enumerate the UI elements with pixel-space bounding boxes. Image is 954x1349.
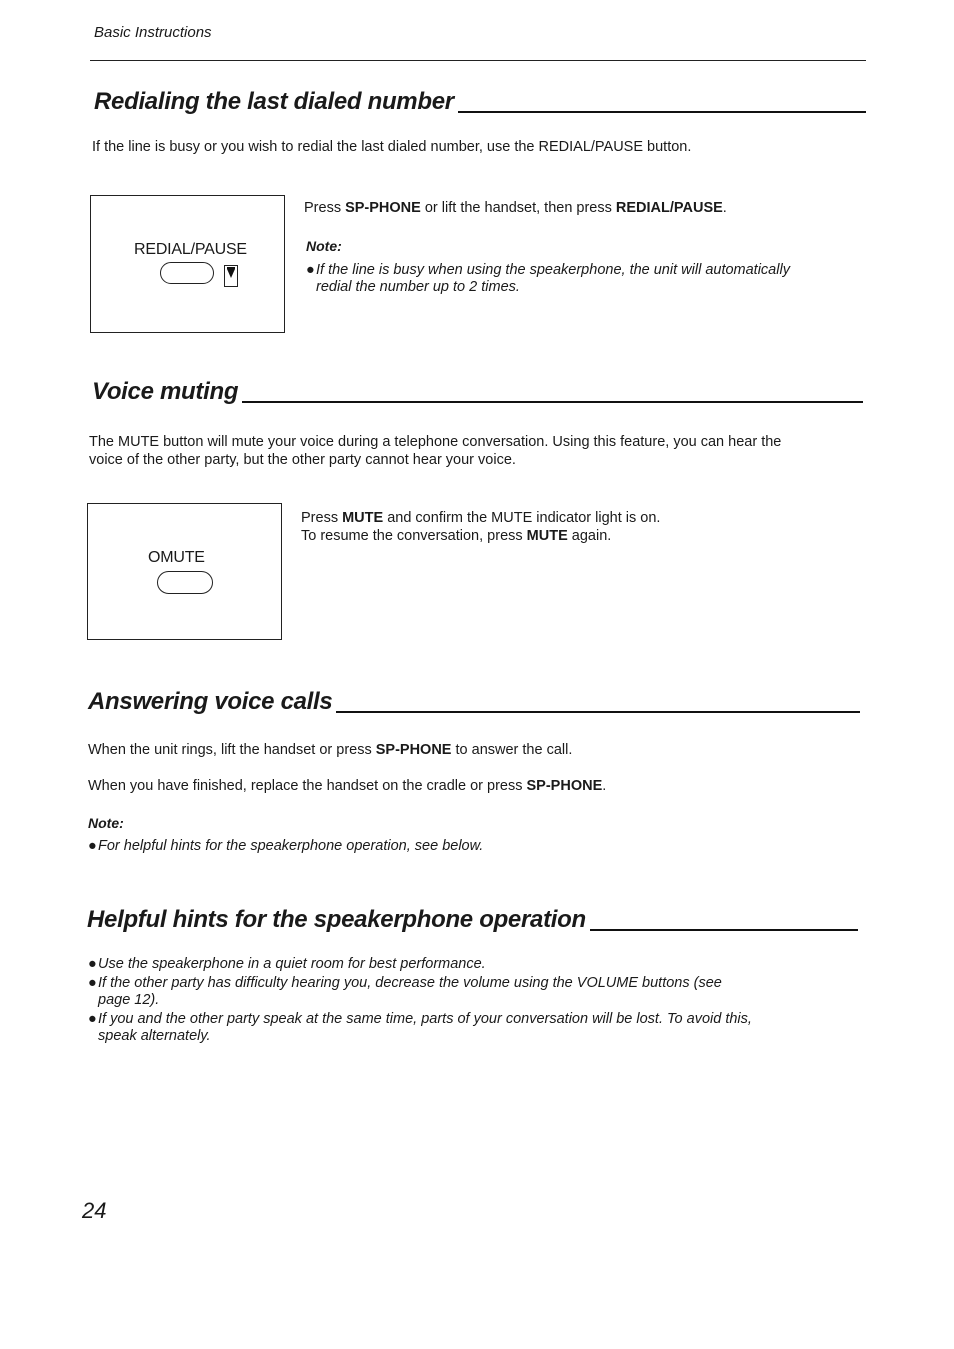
title-rule bbox=[590, 929, 858, 931]
section-title-mute bbox=[92, 378, 863, 406]
redial-note-label: Note: bbox=[306, 238, 342, 254]
running-header: Basic Instructions bbox=[94, 24, 212, 41]
title-rule bbox=[458, 111, 866, 113]
key-redial-pause: REDIAL/PAUSE bbox=[615, 200, 723, 216]
bullet-icon: ● bbox=[88, 838, 97, 854]
key-mute: MUTE bbox=[342, 510, 384, 526]
list-item: ● Use the speakerphone in a quiet room for best performance. bbox=[88, 956, 486, 972]
mute-button[interactable] bbox=[157, 571, 213, 594]
hints-list bbox=[88, 956, 868, 1045]
key-sp-phone: SP-PHONE bbox=[526, 778, 603, 794]
bullet-icon: ● bbox=[88, 1011, 97, 1027]
down-arrow-icon bbox=[224, 265, 238, 287]
page-number: 24 bbox=[82, 1198, 107, 1223]
answer-note: ● For helpful hints for the speakerphone operation, see below. bbox=[88, 838, 484, 854]
title-rule bbox=[336, 711, 860, 713]
section-title-text: Answering voice calls bbox=[88, 688, 333, 715]
redial-pause-label: REDIAL/PAUSE bbox=[134, 241, 247, 258]
bullet-icon: ● bbox=[306, 262, 315, 278]
section-title-hints bbox=[87, 906, 858, 934]
answer-line1: When the unit rings, lift the handset or press SP-PHONE to answer the call. bbox=[88, 742, 573, 758]
redial-note: ● If the line is busy when using the speakerphone, the unit will automatically redial the number up to 2 times. bbox=[306, 262, 790, 295]
key-mute: MUTE bbox=[526, 528, 568, 544]
list-item: ● If the other party has difficulty hearing you, decrease the volume using the VOLUME buttons (see page 12). bbox=[88, 975, 722, 1008]
title-rule bbox=[242, 401, 863, 403]
mute-label: OMUTE bbox=[148, 549, 205, 566]
section-title-redial bbox=[94, 88, 866, 116]
section-title-text: Voice muting bbox=[92, 378, 239, 405]
bullet-icon: ● bbox=[88, 975, 97, 991]
redial-intro: If the line is busy or you wish to redial the last dialed number, use the REDIAL/PAUSE button. bbox=[92, 139, 692, 155]
mute-steps: Press MUTE and confirm the MUTE indicator light is on. To resume the conversation, press MUTE again. bbox=[301, 510, 661, 544]
header-rule bbox=[90, 60, 866, 61]
section-title-text: Helpful hints for the speakerphone operation bbox=[87, 906, 586, 933]
key-sp-phone: SP-PHONE bbox=[375, 742, 452, 758]
answer-line2: When you have finished, replace the handset on the cradle or press SP-PHONE. bbox=[88, 778, 607, 794]
answer-note-label: Note: bbox=[88, 815, 124, 831]
section-title-answer bbox=[88, 688, 860, 716]
bullet-icon: ● bbox=[88, 956, 97, 972]
redial-step: Press SP-PHONE or lift the handset, then press REDIAL/PAUSE. bbox=[304, 200, 727, 216]
redial-pause-button[interactable] bbox=[160, 262, 214, 284]
mute-intro: The MUTE button will mute your voice during a telephone conversation. Using this feature, you can hear the voice of the other party, but the other party cannot hear your voice. bbox=[89, 434, 782, 468]
list-item: ● If you and the other party speak at the same time, parts of your conversation will be lost. To avoid this, speak alternately. bbox=[88, 1011, 752, 1044]
section-title-text: Redialing the last dialed number bbox=[94, 88, 454, 115]
key-sp-phone: SP-PHONE bbox=[345, 200, 421, 216]
